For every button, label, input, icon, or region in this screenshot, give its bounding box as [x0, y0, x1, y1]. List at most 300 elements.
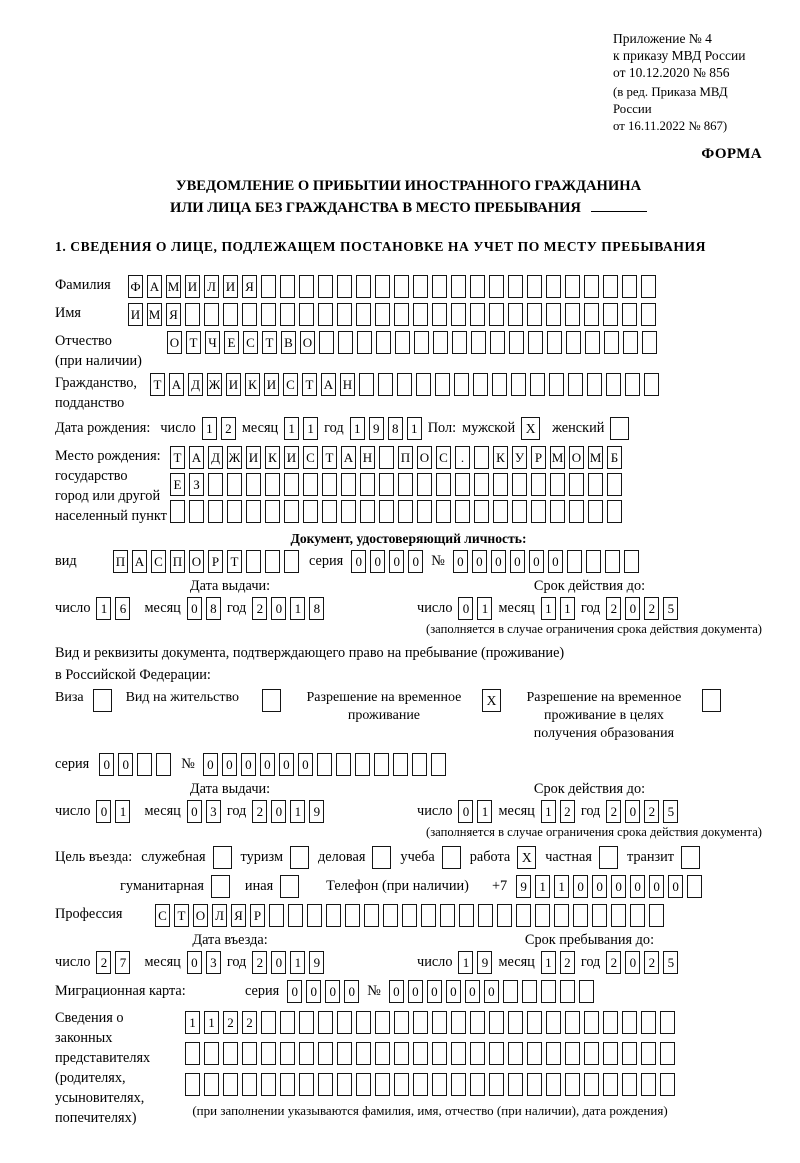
char-box[interactable] [432, 1073, 447, 1096]
patronymic-input[interactable] [167, 331, 657, 354]
char-box[interactable] [606, 373, 621, 396]
char-box[interactable] [579, 980, 594, 1003]
char-box[interactable]: И [128, 303, 143, 326]
char-box[interactable] [546, 303, 561, 326]
char-box[interactable]: 2 [223, 1011, 238, 1034]
char-box[interactable] [649, 904, 664, 927]
char-box[interactable] [319, 331, 334, 354]
char-box[interactable]: 0 [344, 980, 359, 1003]
char-box[interactable]: Я [242, 275, 257, 298]
char-box[interactable] [185, 303, 200, 326]
char-box[interactable]: 0 [548, 550, 563, 573]
char-box[interactable]: 0 [472, 550, 487, 573]
char-box[interactable] [261, 1073, 276, 1096]
residence-permit-checkbox[interactable] [262, 689, 281, 712]
char-box[interactable] [568, 373, 583, 396]
stay-month-input[interactable] [541, 951, 575, 974]
char-box[interactable] [528, 331, 543, 354]
char-box[interactable] [280, 303, 295, 326]
char-box[interactable] [641, 1011, 656, 1034]
char-box[interactable]: 0 [625, 597, 640, 620]
char-box[interactable]: О [417, 446, 432, 469]
char-box[interactable] [360, 500, 375, 523]
char-box[interactable]: 8 [206, 597, 221, 620]
char-box[interactable]: Т [302, 373, 317, 396]
char-box[interactable] [336, 753, 351, 776]
char-box[interactable]: 0 [187, 597, 202, 620]
char-box[interactable] [337, 1011, 352, 1034]
char-box[interactable] [357, 331, 372, 354]
char-box[interactable] [644, 373, 659, 396]
birth-place-line1-input[interactable] [170, 446, 622, 469]
char-box[interactable]: Д [208, 446, 223, 469]
char-box[interactable] [660, 1042, 675, 1065]
char-box[interactable] [338, 331, 353, 354]
char-box[interactable]: 1 [350, 417, 365, 440]
char-box[interactable]: 2 [606, 597, 621, 620]
char-box[interactable] [204, 1073, 219, 1096]
char-box[interactable]: 1 [407, 417, 422, 440]
purpose-tourism-checkbox[interactable] [290, 846, 309, 869]
char-box[interactable] [189, 500, 204, 523]
char-box[interactable] [360, 473, 375, 496]
char-box[interactable] [246, 550, 261, 573]
char-box[interactable] [416, 373, 431, 396]
char-box[interactable] [341, 473, 356, 496]
char-box[interactable] [493, 500, 508, 523]
char-box[interactable] [554, 904, 569, 927]
char-box[interactable]: 0 [325, 980, 340, 1003]
char-box[interactable]: Е [224, 331, 239, 354]
char-box[interactable]: 0 [118, 753, 133, 776]
char-box[interactable] [470, 1073, 485, 1096]
char-box[interactable]: 0 [465, 980, 480, 1003]
char-box[interactable]: 9 [477, 951, 492, 974]
char-box[interactable]: И [264, 373, 279, 396]
char-box[interactable] [307, 904, 322, 927]
surname-input[interactable] [128, 275, 656, 298]
char-box[interactable] [284, 500, 299, 523]
char-box[interactable] [355, 753, 370, 776]
doc-series-input[interactable] [351, 550, 423, 573]
char-box[interactable]: 5 [663, 951, 678, 974]
char-box[interactable]: 0 [458, 597, 473, 620]
char-box[interactable]: А [147, 275, 162, 298]
char-box[interactable] [641, 1073, 656, 1096]
char-box[interactable]: 0 [287, 980, 302, 1003]
char-box[interactable]: 2 [560, 800, 575, 823]
char-box[interactable]: К [265, 446, 280, 469]
char-box[interactable] [356, 1042, 371, 1065]
char-box[interactable] [375, 303, 390, 326]
char-box[interactable] [242, 303, 257, 326]
char-box[interactable] [436, 500, 451, 523]
char-box[interactable] [284, 550, 299, 573]
char-box[interactable]: 0 [611, 875, 626, 898]
legal-rep-line3-input[interactable] [185, 1073, 675, 1096]
char-box[interactable]: 2 [606, 951, 621, 974]
char-box[interactable]: 0 [187, 951, 202, 974]
birth-month-input[interactable] [284, 417, 318, 440]
char-box[interactable]: Ф [128, 275, 143, 298]
char-box[interactable] [508, 1042, 523, 1065]
birth-place-line3-input[interactable] [170, 500, 622, 523]
char-box[interactable]: 1 [204, 1011, 219, 1034]
char-box[interactable]: 1 [96, 597, 111, 620]
char-box[interactable]: 0 [630, 875, 645, 898]
char-box[interactable]: Т [227, 550, 242, 573]
char-box[interactable] [565, 1042, 580, 1065]
char-box[interactable]: 3 [206, 951, 221, 974]
char-box[interactable] [603, 1011, 618, 1034]
char-box[interactable] [471, 331, 486, 354]
char-box[interactable]: 1 [202, 417, 217, 440]
char-box[interactable]: 0 [351, 550, 366, 573]
char-box[interactable]: 0 [187, 800, 202, 823]
char-box[interactable]: 0 [370, 550, 385, 573]
residence-issue-day-input[interactable] [96, 800, 130, 823]
char-box[interactable] [265, 500, 280, 523]
char-box[interactable]: 1 [303, 417, 318, 440]
char-box[interactable]: 0 [271, 951, 286, 974]
char-box[interactable]: 1 [284, 417, 299, 440]
char-box[interactable]: Я [231, 904, 246, 927]
char-box[interactable] [490, 331, 505, 354]
phone-input[interactable] [516, 875, 702, 898]
char-box[interactable] [546, 1011, 561, 1034]
char-box[interactable] [489, 1042, 504, 1065]
temp-residence-education-checkbox[interactable] [702, 689, 721, 712]
char-box[interactable] [398, 473, 413, 496]
valid-year-input[interactable] [606, 597, 678, 620]
char-box[interactable] [379, 473, 394, 496]
char-box[interactable] [622, 1073, 637, 1096]
entry-month-input[interactable] [187, 951, 221, 974]
char-box[interactable] [375, 1011, 390, 1034]
birth-place-line2-input[interactable] [170, 473, 622, 496]
char-box[interactable] [550, 500, 565, 523]
char-box[interactable]: 1 [290, 597, 305, 620]
char-box[interactable] [208, 500, 223, 523]
char-box[interactable]: Р [208, 550, 223, 573]
char-box[interactable] [299, 275, 314, 298]
char-box[interactable]: 2 [606, 800, 621, 823]
char-box[interactable] [607, 473, 622, 496]
char-box[interactable]: И [185, 275, 200, 298]
char-box[interactable] [565, 1073, 580, 1096]
char-box[interactable] [280, 1011, 295, 1034]
char-box[interactable] [451, 275, 466, 298]
char-box[interactable] [431, 753, 446, 776]
char-box[interactable] [512, 473, 527, 496]
entry-year-input[interactable] [252, 951, 324, 974]
char-box[interactable] [402, 904, 417, 927]
residence-valid-year-input[interactable] [606, 800, 678, 823]
char-box[interactable]: 1 [185, 1011, 200, 1034]
char-box[interactable] [383, 904, 398, 927]
char-box[interactable] [527, 275, 542, 298]
char-box[interactable] [299, 1011, 314, 1034]
char-box[interactable] [565, 303, 580, 326]
char-box[interactable] [322, 473, 337, 496]
char-box[interactable]: 0 [389, 550, 404, 573]
char-box[interactable] [611, 904, 626, 927]
char-box[interactable]: А [189, 446, 204, 469]
char-box[interactable]: М [166, 275, 181, 298]
char-box[interactable] [378, 373, 393, 396]
residence-issue-month-input[interactable] [187, 800, 221, 823]
char-box[interactable]: И [246, 446, 261, 469]
char-box[interactable]: И [226, 373, 241, 396]
char-box[interactable] [489, 303, 504, 326]
char-box[interactable] [261, 303, 276, 326]
migration-number-input[interactable] [389, 980, 594, 1003]
char-box[interactable]: Т [262, 331, 277, 354]
char-box[interactable] [535, 904, 550, 927]
char-box[interactable] [137, 753, 152, 776]
char-box[interactable] [566, 331, 581, 354]
char-box[interactable] [567, 550, 582, 573]
char-box[interactable] [395, 331, 410, 354]
char-box[interactable]: 9 [309, 800, 324, 823]
char-box[interactable] [359, 373, 374, 396]
char-box[interactable] [185, 1042, 200, 1065]
char-box[interactable] [509, 331, 524, 354]
char-box[interactable] [585, 331, 600, 354]
char-box[interactable] [280, 1042, 295, 1065]
char-box[interactable] [421, 904, 436, 927]
char-box[interactable] [322, 500, 337, 523]
char-box[interactable]: 2 [644, 800, 659, 823]
char-box[interactable] [413, 1011, 428, 1034]
char-box[interactable]: Н [340, 373, 355, 396]
char-box[interactable] [587, 373, 602, 396]
stay-year-input[interactable] [606, 951, 678, 974]
char-box[interactable]: Л [212, 904, 227, 927]
char-box[interactable] [473, 373, 488, 396]
char-box[interactable]: 2 [96, 951, 111, 974]
char-box[interactable] [622, 1042, 637, 1065]
char-box[interactable]: 0 [99, 753, 114, 776]
char-box[interactable] [299, 1042, 314, 1065]
char-box[interactable] [223, 1073, 238, 1096]
char-box[interactable] [317, 753, 332, 776]
char-box[interactable]: 2 [560, 951, 575, 974]
purpose-private-checkbox[interactable] [599, 846, 618, 869]
char-box[interactable] [588, 473, 603, 496]
char-box[interactable] [530, 373, 545, 396]
char-box[interactable] [227, 473, 242, 496]
char-box[interactable]: 2 [252, 951, 267, 974]
char-box[interactable]: 0 [389, 980, 404, 1003]
char-box[interactable] [642, 331, 657, 354]
char-box[interactable]: 1 [477, 597, 492, 620]
char-box[interactable] [413, 1073, 428, 1096]
char-box[interactable]: М [147, 303, 162, 326]
char-box[interactable]: 1 [535, 875, 550, 898]
char-box[interactable] [547, 331, 562, 354]
issue-year-input[interactable] [252, 597, 324, 620]
char-box[interactable] [156, 753, 171, 776]
char-box[interactable] [474, 446, 489, 469]
char-box[interactable] [435, 373, 450, 396]
char-box[interactable] [375, 275, 390, 298]
char-box[interactable]: 8 [309, 597, 324, 620]
char-box[interactable] [451, 1042, 466, 1065]
char-box[interactable] [527, 1042, 542, 1065]
char-box[interactable]: Т [322, 446, 337, 469]
char-box[interactable]: С [151, 550, 166, 573]
char-box[interactable]: 0 [241, 753, 256, 776]
char-box[interactable]: Е [170, 473, 185, 496]
char-box[interactable]: Р [250, 904, 265, 927]
char-box[interactable]: О [189, 550, 204, 573]
char-box[interactable] [170, 500, 185, 523]
char-box[interactable]: 0 [306, 980, 321, 1003]
char-box[interactable] [478, 904, 493, 927]
char-box[interactable] [489, 1073, 504, 1096]
char-box[interactable]: А [132, 550, 147, 573]
char-box[interactable]: Ч [205, 331, 220, 354]
char-box[interactable] [569, 473, 584, 496]
char-box[interactable] [341, 500, 356, 523]
char-box[interactable] [356, 1011, 371, 1034]
char-box[interactable]: М [588, 446, 603, 469]
char-box[interactable]: 1 [554, 875, 569, 898]
char-box[interactable] [417, 500, 432, 523]
char-box[interactable] [412, 753, 427, 776]
char-box[interactable] [603, 1042, 618, 1065]
char-box[interactable] [584, 1011, 599, 1034]
char-box[interactable] [546, 275, 561, 298]
char-box[interactable] [432, 275, 447, 298]
doc-type-input[interactable] [113, 550, 299, 573]
purpose-other-checkbox[interactable] [280, 875, 299, 898]
char-box[interactable]: 1 [541, 800, 556, 823]
char-box[interactable] [603, 275, 618, 298]
char-box[interactable] [303, 500, 318, 523]
char-box[interactable] [261, 1011, 276, 1034]
char-box[interactable]: Я [166, 303, 181, 326]
char-box[interactable] [470, 1011, 485, 1034]
char-box[interactable] [185, 1073, 200, 1096]
char-box[interactable] [436, 473, 451, 496]
char-box[interactable] [413, 275, 428, 298]
purpose-humanitarian-checkbox[interactable] [211, 875, 230, 898]
residence-valid-month-input[interactable] [541, 800, 575, 823]
char-box[interactable] [455, 473, 470, 496]
char-box[interactable] [433, 331, 448, 354]
char-box[interactable]: Н [360, 446, 375, 469]
char-box[interactable]: 0 [510, 550, 525, 573]
char-box[interactable] [394, 303, 409, 326]
char-box[interactable]: О [300, 331, 315, 354]
char-box[interactable]: П [170, 550, 185, 573]
char-box[interactable]: 0 [529, 550, 544, 573]
char-box[interactable] [588, 500, 603, 523]
char-box[interactable] [625, 373, 640, 396]
citizenship-input[interactable] [150, 373, 659, 396]
char-box[interactable] [522, 980, 537, 1003]
char-box[interactable] [265, 473, 280, 496]
char-box[interactable]: 2 [644, 597, 659, 620]
char-box[interactable] [624, 550, 639, 573]
char-box[interactable] [474, 473, 489, 496]
char-box[interactable] [379, 500, 394, 523]
char-box[interactable] [527, 1011, 542, 1034]
char-box[interactable] [527, 1073, 542, 1096]
char-box[interactable] [623, 331, 638, 354]
char-box[interactable] [452, 331, 467, 354]
char-box[interactable]: 6 [115, 597, 130, 620]
char-box[interactable]: 0 [96, 800, 111, 823]
stay-day-input[interactable] [458, 951, 492, 974]
char-box[interactable] [573, 904, 588, 927]
char-box[interactable] [569, 500, 584, 523]
char-box[interactable]: Т [186, 331, 201, 354]
char-box[interactable]: 0 [408, 980, 423, 1003]
char-box[interactable] [394, 1073, 409, 1096]
char-box[interactable] [550, 473, 565, 496]
char-box[interactable]: 0 [271, 597, 286, 620]
given-name-input[interactable] [128, 303, 656, 326]
char-box[interactable] [379, 446, 394, 469]
char-box[interactable]: Т [170, 446, 185, 469]
char-box[interactable] [497, 904, 512, 927]
char-box[interactable] [223, 1042, 238, 1065]
char-box[interactable]: 1 [115, 800, 130, 823]
valid-day-input[interactable] [458, 597, 492, 620]
char-box[interactable] [474, 500, 489, 523]
char-box[interactable] [318, 275, 333, 298]
residence-number-input[interactable] [203, 753, 446, 776]
char-box[interactable]: С [243, 331, 258, 354]
char-box[interactable] [242, 1073, 257, 1096]
char-box[interactable]: 1 [560, 597, 575, 620]
char-box[interactable]: У [512, 446, 527, 469]
char-box[interactable]: 3 [206, 800, 221, 823]
char-box[interactable] [531, 500, 546, 523]
visa-checkbox[interactable] [93, 689, 112, 712]
char-box[interactable]: 0 [625, 800, 640, 823]
char-box[interactable]: Б [607, 446, 622, 469]
char-box[interactable] [376, 331, 391, 354]
residence-valid-day-input[interactable] [458, 800, 492, 823]
char-box[interactable]: А [169, 373, 184, 396]
char-box[interactable]: 1 [290, 800, 305, 823]
char-box[interactable] [584, 303, 599, 326]
purpose-study-checkbox[interactable] [442, 846, 461, 869]
char-box[interactable] [204, 1042, 219, 1065]
char-box[interactable]: Т [174, 904, 189, 927]
issue-month-input[interactable] [187, 597, 221, 620]
temp-residence-checkbox[interactable]: X [482, 689, 501, 712]
residence-issue-year-input[interactable] [252, 800, 324, 823]
char-box[interactable] [622, 1011, 637, 1034]
char-box[interactable]: А [321, 373, 336, 396]
char-box[interactable] [337, 275, 352, 298]
char-box[interactable] [345, 904, 360, 927]
char-box[interactable] [417, 473, 432, 496]
char-box[interactable] [451, 303, 466, 326]
profession-input[interactable] [155, 904, 664, 927]
char-box[interactable] [546, 1042, 561, 1065]
char-box[interactable] [493, 473, 508, 496]
char-box[interactable]: 5 [663, 597, 678, 620]
char-box[interactable]: А [341, 446, 356, 469]
char-box[interactable] [261, 1042, 276, 1065]
char-box[interactable] [413, 1042, 428, 1065]
